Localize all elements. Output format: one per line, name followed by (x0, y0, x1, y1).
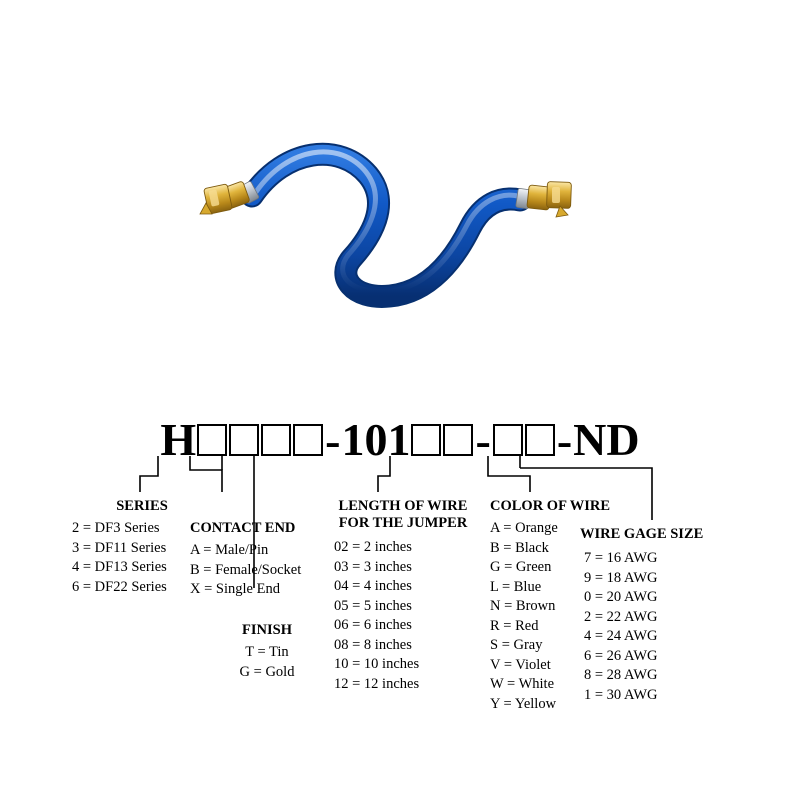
pn-char-d: D (606, 414, 640, 465)
legend-color-item: B = Black (490, 539, 549, 556)
legend-finish (212, 622, 322, 682)
legend-length (328, 498, 478, 694)
pn-char-0: 0 (364, 414, 388, 465)
pn-dash-3: - (556, 414, 573, 466)
legend-color-item: N = Brown (490, 598, 556, 614)
legend-length-item: 02 = 2 inches (334, 539, 412, 555)
legend-length-item: 04 = 4 inches (334, 578, 412, 594)
legend-gage-title: WIRE GAGE SIZE (580, 526, 704, 542)
legend-length-item: 05 = 5 inches (334, 597, 412, 614)
wire-body (252, 152, 520, 297)
pn-char-1a: 1 (341, 414, 365, 465)
pn-dash-1: - (325, 414, 341, 466)
legend-length-item: 06 = 6 inches (334, 617, 412, 633)
legend-length-item: 12 = 12 inches (334, 675, 420, 692)
part-number-diagram (0, 380, 800, 800)
legend-color-item: S = Gray (490, 637, 543, 653)
legend-series-item: 3 = DF11 Series (72, 539, 167, 556)
legend-contact-end-title: CONTACT END (190, 520, 296, 536)
jumper-wire-illustration (0, 0, 800, 380)
pn-dash-2: - (475, 414, 491, 466)
legend-color-item: L = Blue (490, 578, 542, 595)
legend-color-item: Y = Yellow (490, 695, 557, 712)
legend-gage-item: 2 = 22 AWG (584, 608, 658, 625)
legend-color-item: A = Orange (490, 520, 558, 536)
legend-length-title-line2: FOR THE JUMPER (338, 515, 468, 531)
legend-length-item: 08 = 8 inches (334, 636, 412, 653)
legend-finish-item: T = Tin (245, 644, 289, 660)
legend-gage-item: 1 = 30 AWG (584, 686, 658, 703)
pn-char-1b: 1 (387, 414, 411, 465)
legend-block (0, 380, 800, 800)
pn-char-h: H (160, 414, 197, 465)
legend-gage-item: 7 = 16 AWG (584, 550, 658, 566)
legend-series-item: 6 = DF22 Series (72, 578, 167, 595)
legend-gage (580, 526, 730, 705)
legend-gage-item: 0 = 20 AWG (584, 589, 658, 605)
legend-contact-end (190, 520, 320, 600)
legend-gage-item: 6 = 26 AWG (584, 647, 658, 664)
legend-length-title-line1: LENGTH OF WIRE (338, 498, 468, 514)
legend-contact-end-item: X = Single End (190, 581, 280, 597)
legend-color-title: COLOR OF WIRE (490, 498, 611, 514)
left-crimp-contact (200, 181, 259, 214)
legend-color-item: W = White (490, 676, 555, 692)
legend-series-item: 2 = DF3 Series (72, 520, 160, 536)
legend-finish-title: FINISH (242, 622, 292, 638)
legend-finish-item: G = Gold (239, 663, 295, 680)
legend-length-item: 10 = 10 inches (334, 656, 420, 672)
legend-color-item: G = Green (490, 559, 552, 575)
product-photo (0, 0, 800, 380)
legend-length-item: 03 = 3 inches (334, 558, 412, 575)
legend-series-title: SERIES (116, 498, 168, 514)
right-crimp-contact (516, 182, 572, 217)
legend-contact-end-item: B = Female/Socket (190, 561, 302, 578)
legend-series-item: 4 = DF13 Series (72, 559, 167, 575)
legend-gage-item: 9 = 18 AWG (584, 569, 658, 586)
legend-gage-item: 8 = 28 AWG (584, 667, 658, 683)
pn-char-n: N (573, 414, 607, 465)
legend-contact-end-item: A = Male/Pin (190, 542, 269, 558)
legend-color-item: R = Red (490, 617, 539, 634)
legend-color-item: V = Violet (490, 656, 551, 673)
legend-gage-item: 4 = 24 AWG (584, 628, 658, 644)
